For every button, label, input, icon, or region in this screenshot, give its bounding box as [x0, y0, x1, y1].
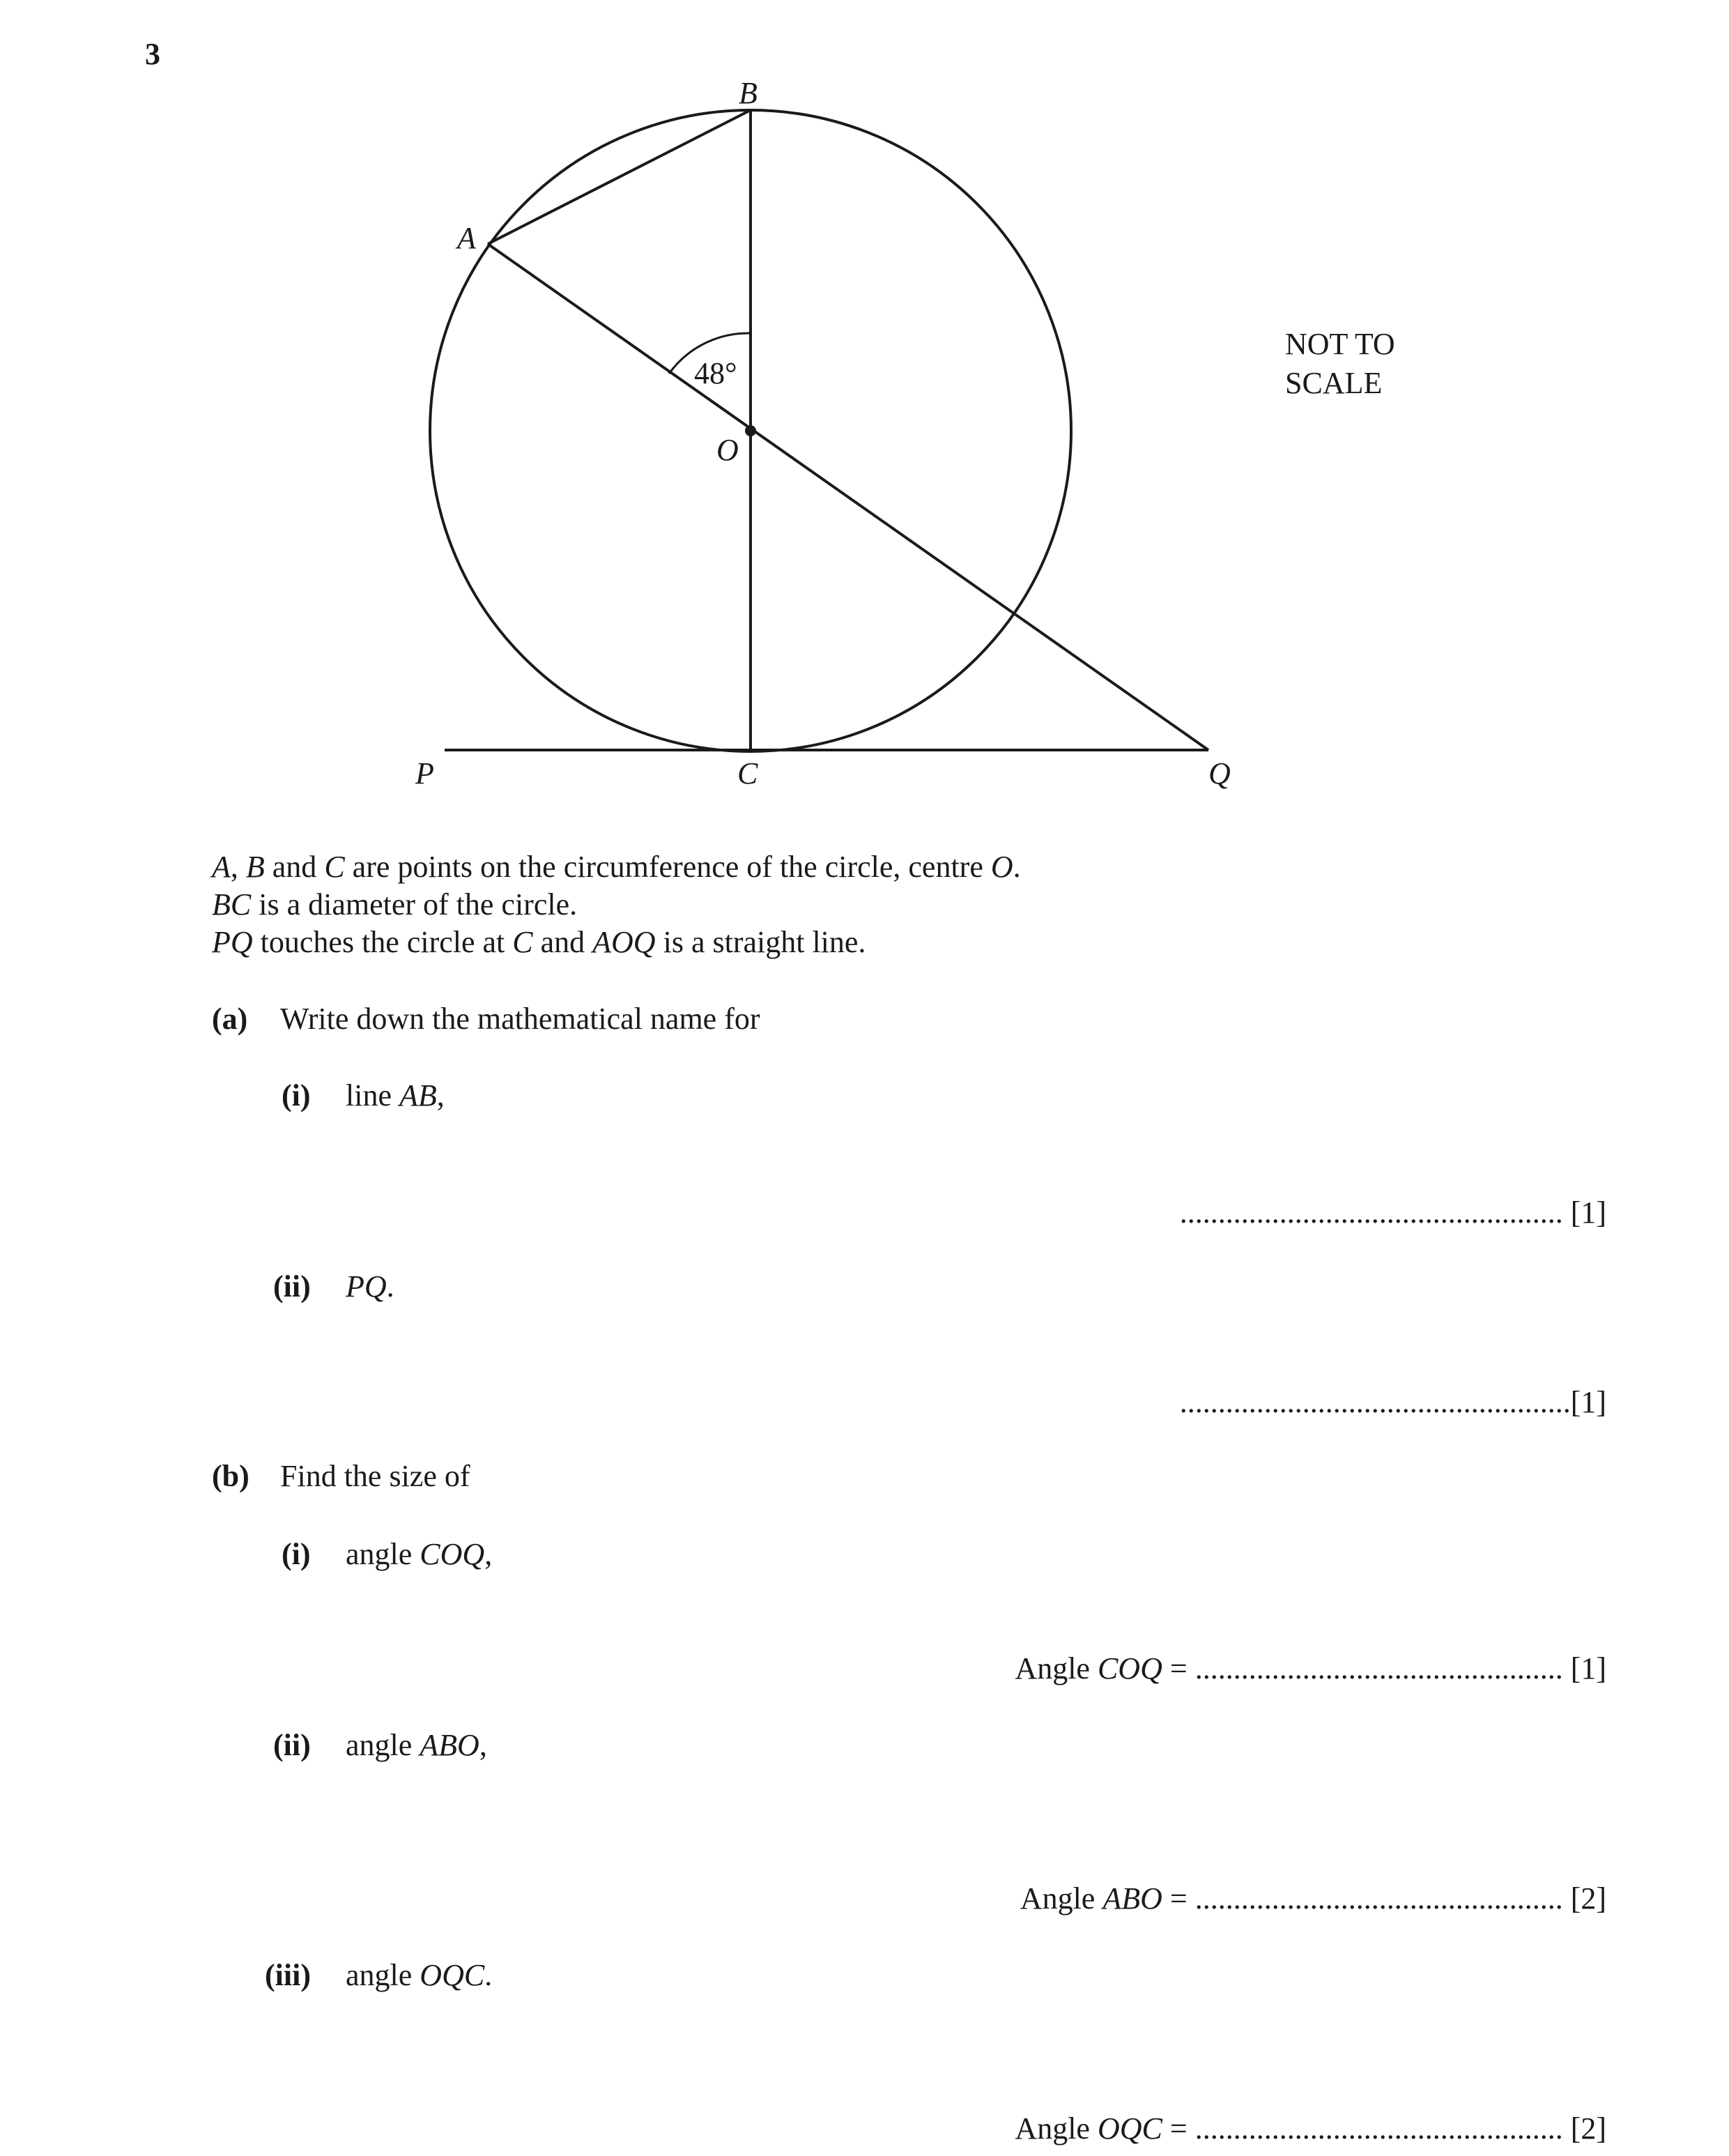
- label-angle: 48°: [694, 356, 737, 390]
- part-b-text: Find the size of: [280, 1459, 470, 1493]
- part-a-ii-text: [346, 1271, 394, 1302]
- mark: [1]: [1570, 1651, 1606, 1685]
- part-b-iii-label: (iii): [265, 1958, 311, 1992]
- part-b-i-label: (i): [282, 1537, 311, 1571]
- part-a-i-text: [346, 1080, 445, 1111]
- text: touches the circle at: [252, 925, 513, 959]
- not-to-scale-note: [1285, 325, 1466, 403]
- mark: [1]: [1570, 1385, 1606, 1419]
- label-q: Q: [1208, 756, 1231, 790]
- var-ab: AB: [399, 1078, 437, 1113]
- text: ,: [436, 1078, 445, 1113]
- intro-line-3: [212, 927, 866, 958]
- text: are points on the circumference of the circle, centre: [344, 850, 991, 884]
- text: .: [386, 1269, 394, 1303]
- text: =: [1162, 2111, 1195, 2146]
- part-a-i-answer-line[interactable]: [1179, 1195, 1606, 1230]
- var-pq: PQ: [346, 1269, 387, 1303]
- text: is a diameter of the circle.: [251, 887, 578, 922]
- var-o: O: [990, 850, 1013, 884]
- var-c: C: [324, 850, 345, 884]
- text: ,: [484, 1537, 493, 1571]
- note-line-1: NOT TO: [1285, 327, 1395, 361]
- question-number: 3: [145, 37, 160, 71]
- text: angle: [346, 1537, 420, 1571]
- label-p: P: [415, 756, 434, 790]
- part-b-i-answer-line[interactable]: [1015, 1653, 1606, 1684]
- part-a-label: (a): [212, 1002, 248, 1036]
- var-bc: BC: [212, 887, 252, 922]
- answer-dots[interactable]: ................................................: [1194, 1881, 1563, 1916]
- centre-point: [745, 425, 756, 436]
- part-b-label: (b): [212, 1459, 249, 1493]
- text: ,: [479, 1728, 487, 1762]
- note-line-2: SCALE: [1285, 366, 1383, 400]
- var-aoq: AOQ: [592, 925, 656, 959]
- line-ab: [488, 110, 751, 244]
- line-aq: [488, 244, 1208, 750]
- part-a-ii-answer-line[interactable]: [1180, 1387, 1606, 1418]
- var-pq: PQ: [212, 925, 253, 959]
- var-oqc: OQC: [1097, 2111, 1162, 2146]
- part-b-ii-text: [346, 1730, 487, 1761]
- mark: [2]: [1570, 1881, 1606, 1916]
- part-b-ii-label: (ii): [273, 1728, 311, 1762]
- part-a-text: Write down the mathematical name for: [280, 1002, 760, 1036]
- var-coq: COQ: [1097, 1651, 1162, 1685]
- var-abo: ABO: [420, 1728, 479, 1762]
- text: .: [484, 1958, 493, 1992]
- var-a: A: [212, 850, 231, 884]
- intro-line-2: [212, 889, 577, 920]
- intro-line-1: [212, 852, 1021, 882]
- mark: [1]: [1570, 1195, 1606, 1230]
- text: Angle: [1015, 2111, 1098, 2146]
- var-coq: COQ: [420, 1537, 485, 1571]
- answer-dots[interactable]: ..................................................: [1179, 1195, 1563, 1230]
- text: line: [346, 1078, 399, 1113]
- text: .: [1013, 850, 1021, 884]
- answer-dots[interactable]: ...................................................: [1179, 1385, 1571, 1419]
- text: Angle: [1020, 1881, 1103, 1916]
- label-a: A: [457, 221, 476, 255]
- answer-dots[interactable]: ................................................: [1194, 2111, 1563, 2146]
- part-b-i-text: [346, 1539, 492, 1570]
- text: =: [1162, 1881, 1195, 1916]
- label-b: B: [739, 76, 758, 110]
- text: =: [1162, 1651, 1195, 1685]
- part-b-ii-answer-line[interactable]: [1020, 1883, 1606, 1914]
- part-b-iii-text: [346, 1960, 492, 1991]
- mark: [2]: [1570, 2111, 1606, 2146]
- part-b-iii-answer-line[interactable]: [1015, 2113, 1606, 2144]
- part-a-i-label: (i): [282, 1078, 311, 1113]
- var-oqc: OQC: [420, 1958, 485, 1992]
- var-abo: ABO: [1102, 1881, 1162, 1916]
- label-o: O: [716, 433, 739, 467]
- answer-dots[interactable]: ................................................: [1194, 1651, 1563, 1685]
- label-c: C: [737, 756, 758, 790]
- text: angle: [346, 1958, 420, 1992]
- var-b: B: [245, 850, 265, 884]
- var-c: C: [512, 925, 533, 959]
- text: and: [264, 850, 325, 884]
- text: Angle: [1015, 1651, 1098, 1685]
- text: ,: [230, 850, 246, 884]
- circle-diagram: [0, 0, 1729, 836]
- text: angle: [346, 1728, 420, 1762]
- part-a-ii-label: (ii): [273, 1269, 311, 1303]
- text: and: [532, 925, 593, 959]
- text: is a straight line.: [655, 925, 866, 959]
